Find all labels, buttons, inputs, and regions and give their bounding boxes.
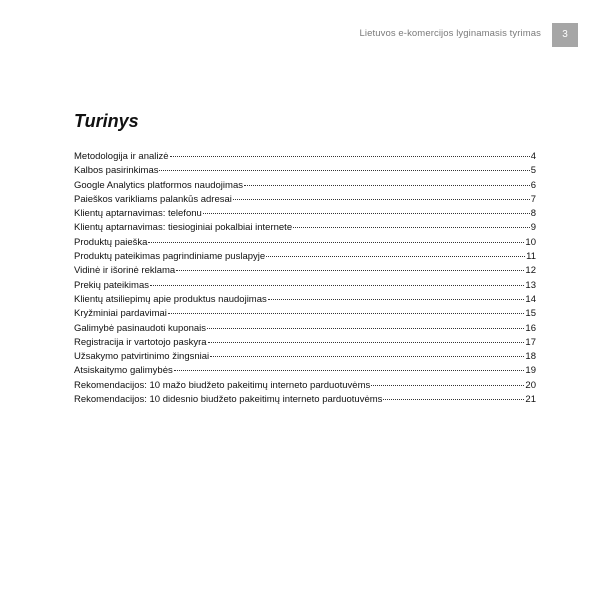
toc-entry[interactable] bbox=[74, 264, 536, 278]
toc-entry[interactable] bbox=[74, 150, 536, 164]
toc-entry-label: Produktų paieška bbox=[74, 236, 148, 248]
toc-entry[interactable] bbox=[74, 193, 536, 207]
toc-entry[interactable] bbox=[74, 293, 536, 307]
toc-entry-label: Google Analytics platformos naudojimas bbox=[74, 179, 243, 191]
toc-dot-leader bbox=[383, 399, 524, 400]
toc-entry-label: Atsiskaitymo galimybės bbox=[74, 365, 173, 377]
toc-entry-page-number: 14 bbox=[525, 293, 536, 305]
toc-dot-leader bbox=[293, 227, 530, 228]
toc-entry-label: Paieškos varikliams palankūs adresai bbox=[74, 193, 232, 205]
toc-entry-page-number: 15 bbox=[525, 308, 536, 320]
toc-entry[interactable] bbox=[74, 364, 536, 378]
toc-entry-page-number: 12 bbox=[525, 265, 536, 277]
toc-entry-page-number: 7 bbox=[530, 193, 536, 205]
toc-entry[interactable] bbox=[74, 322, 536, 336]
toc-entry-page-number: 11 bbox=[526, 251, 536, 263]
toc-entry[interactable] bbox=[74, 179, 536, 193]
toc-dot-leader bbox=[207, 328, 524, 329]
toc-entry-label: Metodologija ir analizė bbox=[74, 151, 169, 162]
toc-entry[interactable] bbox=[74, 393, 536, 407]
toc-dot-leader bbox=[150, 285, 524, 286]
toc-entry-page-number: 21 bbox=[525, 394, 536, 406]
toc-dot-leader bbox=[168, 313, 525, 314]
toc-entry-label: Klientų atsiliepimų apie produktus naudojimas bbox=[74, 293, 267, 305]
page-number-badge: 3 bbox=[552, 23, 578, 47]
toc-entry[interactable] bbox=[74, 207, 536, 221]
toc-entry-label: Kalbos pasirinkimas bbox=[74, 165, 159, 177]
toc-entry[interactable] bbox=[74, 379, 536, 393]
toc-dot-leader bbox=[203, 213, 530, 214]
toc-entry[interactable] bbox=[74, 307, 536, 321]
toc-dot-leader bbox=[210, 356, 524, 357]
toc-entry-page-number: 8 bbox=[530, 208, 536, 220]
toc-entry[interactable] bbox=[74, 279, 536, 293]
toc-entry-page-number: 17 bbox=[525, 336, 536, 348]
toc-entry-label: Kryžminiai pardavimai bbox=[74, 308, 167, 320]
toc-entry[interactable] bbox=[74, 250, 536, 264]
toc-entry-page-number: 20 bbox=[525, 379, 536, 391]
toc-entry-label: Produktų pateikimas pagrindiniame puslapyje bbox=[74, 251, 266, 263]
toc-dot-leader bbox=[176, 270, 524, 271]
toc-dot-leader bbox=[148, 242, 524, 243]
toc-entry-label: Registracija ir vartotojo paskyra bbox=[74, 336, 207, 348]
toc-entry-label: Vidinė ir išorinė reklama bbox=[74, 265, 176, 277]
toc-entry-page-number: 9 bbox=[530, 222, 536, 234]
toc-entry-label: Užsakymo patvirtinimo žingsniai bbox=[74, 351, 210, 363]
toc-dot-leader bbox=[174, 370, 525, 371]
toc-entry-page-number: 4 bbox=[530, 151, 536, 162]
toc-entry-label: Rekomendacijos: 10 mažo biudžeto pakeitimų interneto parduotuvėms bbox=[74, 379, 371, 391]
toc-entry-label: Klientų aptarnavimas: telefonu bbox=[74, 208, 202, 220]
toc-entry-label: Galimybė pasinaudoti kuponais bbox=[74, 322, 207, 334]
toc-entry-page-number: 16 bbox=[525, 322, 536, 334]
toc-entry[interactable] bbox=[74, 236, 536, 250]
toc-entry-label: Prekių pateikimas bbox=[74, 279, 149, 291]
toc-entry-page-number: 5 bbox=[530, 165, 536, 177]
toc-entry[interactable] bbox=[74, 350, 536, 364]
toc-dot-leader bbox=[244, 185, 530, 186]
toc-dot-leader bbox=[233, 199, 530, 200]
toc-entry[interactable] bbox=[74, 164, 536, 178]
toc-dot-leader bbox=[159, 170, 529, 171]
toc-entry-page-number: 10 bbox=[525, 236, 536, 248]
toc-entry[interactable] bbox=[74, 336, 536, 350]
toc-entry[interactable] bbox=[74, 221, 536, 235]
toc-dot-leader bbox=[266, 256, 525, 257]
toc-dot-leader bbox=[170, 156, 530, 157]
toc-entry-label: Klientų aptarnavimas: tiesioginiai pokalbiai internete bbox=[74, 222, 293, 234]
toc-heading: Turinys bbox=[74, 111, 139, 131]
toc-entry-label: Rekomendacijos: 10 didesnio biudžeto pakeitimų interneto parduotuvėms bbox=[74, 394, 383, 406]
toc-entry-page-number: 13 bbox=[525, 279, 536, 291]
table-of-contents bbox=[74, 150, 536, 407]
running-header-title: Lietuvos e-komercijos lyginamasis tyrimas bbox=[359, 28, 541, 39]
toc-entry-page-number: 19 bbox=[525, 365, 536, 377]
toc-entry-page-number: 6 bbox=[530, 179, 536, 191]
toc-entry-page-number: 18 bbox=[525, 351, 536, 363]
toc-dot-leader bbox=[371, 385, 524, 386]
toc-dot-leader bbox=[208, 342, 525, 343]
toc-dot-leader bbox=[268, 299, 525, 300]
